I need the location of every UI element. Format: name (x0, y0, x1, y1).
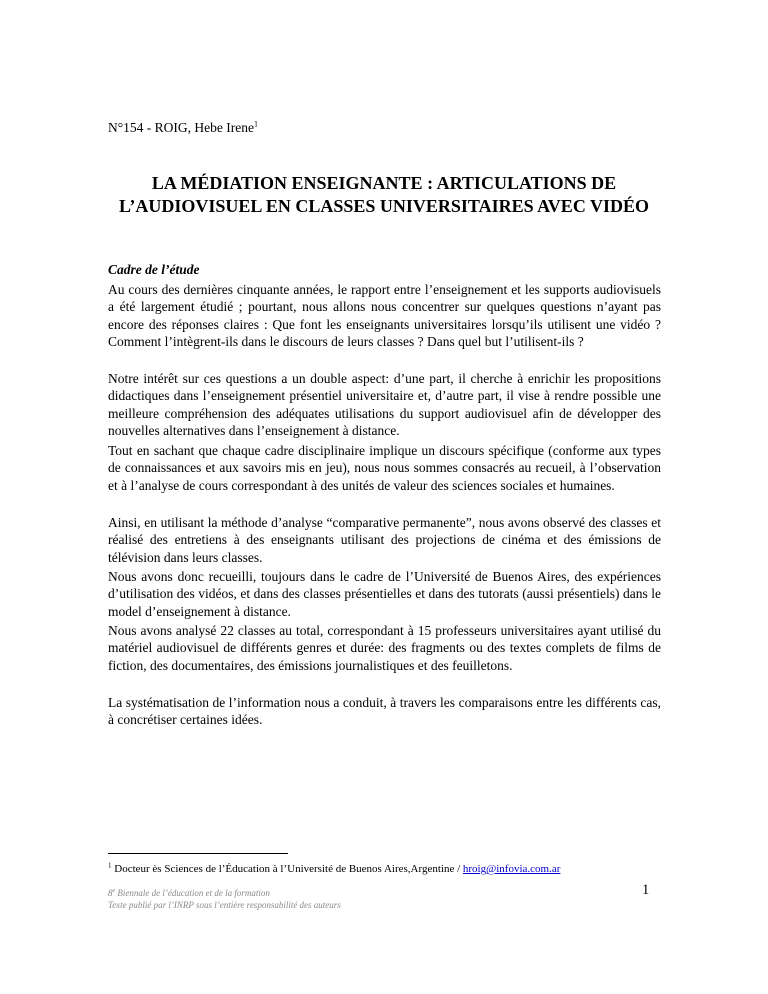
footer-edition-suffix: e (112, 888, 116, 894)
footer-edition-number: 8 (108, 888, 113, 898)
paragraph-4: Ainsi, en utilisant la méthode d’analyse “comparative permanente”, nous avons observé des classes et réalisé des entretiens à des enseignants utilisant des projections de cinéma et des émissions de télévision dans leurs classes. (108, 515, 661, 565)
paragraph-7: La systématisation de l’information nous a conduit, à travers les comparaisons entre les différents cas, à concrétiser certaines idées. (108, 695, 661, 728)
paragraph-6: Nous avons analysé 22 classes au total, correspondant à 15 professeurs universitaires ayant utilisé du matériel audiovisuel de différents genres et durée: des fragments ou des textes complets de films de fiction, des documentaires, des émissions journalistiques et des feuilletons. (108, 623, 661, 673)
paragraph-5: Nous avons donc recueilli, toujours dans le cadre de l’Université de Buenos Aires, des expériences d’utilisation des vidéos, et dans des classes présentielles et dans des tutorats (aussi présentiels) dans le model d’enseignement à distance. (108, 569, 661, 619)
paragraph-3: Tout en sachant que chaque cadre disciplinaire implique un discours spécifique (conforme aux types de connaissances et aux savoirs mis en jeu), nous nous sommes consacrés au recueil, à l’observation et à l’analyse de cours correspondant à des unités de valeur des sciences sociales et humaines. (108, 443, 661, 493)
paragraph-1: Au cours des dernières cinquante années, le rapport entre l’enseignement et les supports audiovisuels a été largement étudié ; pourtant, nous allons nous concentrer sur quelques questions n’ayant pas encore des réponses claires : Que font les enseignants universitaires lorsqu’ils utilisent une vidéo ? Comment l’intègrent-ils dans le discours de leurs classes ? Dans quel but l’utilisent-ils ? (108, 282, 661, 349)
email-link[interactable]: hroig@infovia.com.ar (462, 863, 561, 875)
footnote-marker[interactable]: 1 (253, 119, 258, 129)
title-line-2: L’AUDIOVISUEL EN CLASSES UNIVERSITAIRES AVEC VIDÉO (118, 196, 649, 216)
title-line-1: LA MÉDIATION ENSEIGNANTE : ARTICULATIONS DE (151, 173, 617, 193)
section-heading: Cadre de l’étude (108, 262, 200, 277)
footer-line-1 (108, 887, 341, 899)
reference-text: N°154 - ROIG, Hebe Irene (108, 120, 254, 135)
footnote-divider (108, 853, 288, 854)
footnote-number: 1 (108, 861, 112, 870)
footnote (108, 863, 708, 875)
author-reference (108, 120, 258, 136)
document-title (70, 172, 698, 218)
footnote-text: Docteur ès Sciences de l’Éducation à l’Université de Buenos Aires,Argentine / (114, 863, 463, 875)
page-number: 1 (642, 882, 650, 898)
footer-event-name: Biennale de l’éducation et de la formation (115, 888, 270, 898)
page-footer (108, 887, 341, 911)
footer-line-2: Texte publié par l’INRP sous l’entière responsabilité des auteurs (108, 900, 341, 910)
paragraph-2: Notre intérêt sur ces questions a un double aspect: d’une part, il cherche à enrichir les propositions didactiques dans l’enseignement présentiel universitaire et, d’autre part, il vise à rendre possible une meilleure compréhension des adéquates utilisations du support audiovisuel afin de développer des nouvelles alternatives dans l’enseignement à distance. (108, 371, 661, 438)
